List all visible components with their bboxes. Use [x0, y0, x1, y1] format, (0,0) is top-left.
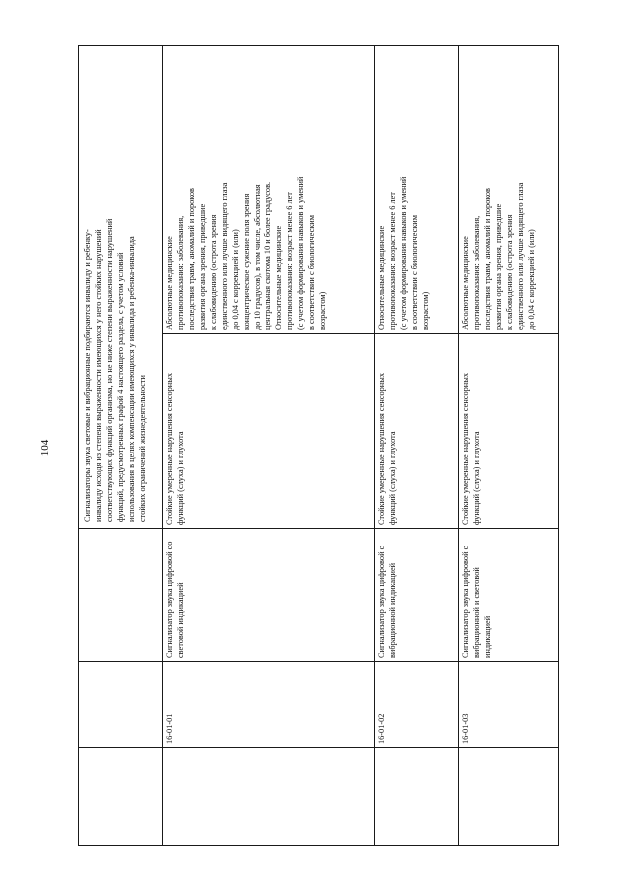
row-code-cell	[375, 662, 459, 748]
contraindication-line: до 0,04 с коррекцией и (или)	[526, 229, 536, 330]
intro-line: использования в целях компенсации имеющихся у инвалида и ребенка-инвалида	[126, 236, 136, 522]
contraindication-line: концентрическое сужение поля зрения	[241, 193, 251, 330]
row-blank-cell	[375, 748, 459, 846]
row-code-cell	[459, 662, 559, 748]
contraindication-line: последствия травм, аномалий и пороков	[186, 188, 196, 330]
device-code: 16-01-01	[165, 713, 174, 744]
table-row	[375, 45, 459, 845]
header-empty-cell-2	[79, 662, 163, 748]
contraindication-line: (с учетом формирования навыков и умений	[398, 176, 408, 330]
contraindication-line: к слабовидению (острота зрения	[504, 214, 514, 330]
contraindication-line: противопоказания: заболевания,	[175, 215, 185, 330]
header-empty-cell-1	[79, 748, 163, 846]
intro-line: стойких ограничений жизнедеятельности	[137, 375, 147, 522]
contraindication-line: в соответствии с биологическим	[409, 214, 419, 330]
contraindication-line: в соответствии с биологическим	[307, 214, 317, 330]
contraindication-line: Относительные медицинские	[274, 225, 284, 330]
disorder-line: функций (слуха) и глухота	[471, 431, 481, 525]
device-name-line: световой индикацией	[175, 582, 185, 658]
row-name-cell	[459, 529, 559, 662]
row-name-cell	[163, 529, 375, 662]
contraindication-line: единственного или лучше видящего глаза	[515, 182, 525, 330]
contraindication-line: возрастом)	[318, 291, 328, 330]
row-blank-cell	[163, 748, 375, 846]
device-code: 16-01-02	[377, 713, 386, 744]
device-name-line: Сигнализатор звука цифровой со	[165, 541, 174, 658]
disorder-line: Стойкие умеренные нарушения сенсорных	[165, 373, 174, 525]
rotated-table-area	[78, 46, 558, 846]
row-contraindication-cell	[163, 45, 375, 333]
row-contraindication-cell	[375, 45, 459, 333]
contraindication-line: до 10 градусов), в том числе, абсолютная	[252, 184, 262, 330]
contraindication-line: к слабовидению (острота зрения	[208, 214, 218, 330]
row-contraindication-cell	[459, 45, 559, 333]
disorder-line: функций (слуха) и глухота	[387, 431, 397, 525]
contraindication-line: противопоказания: возраст менее 6 лет	[285, 192, 295, 330]
page-number: 104	[39, 439, 51, 457]
disorder-line: Стойкие умеренные нарушения сенсорных	[461, 373, 470, 525]
contraindication-line: (с учетом формирования навыков и умений	[296, 176, 306, 330]
disorder-line: функций (слуха) и глухота	[175, 431, 185, 525]
table-row	[459, 45, 559, 845]
row-disorder-cell	[459, 334, 559, 529]
contraindication-line: развития органа зрения, приведшие	[197, 203, 207, 330]
row-disorder-cell	[163, 334, 375, 529]
device-name-line: вибрационной и световой	[471, 567, 481, 658]
row-code-cell	[163, 662, 375, 748]
intro-line: Сигнализаторы звука световые и вибрационные подбираются инвалиду и ребенку-	[83, 229, 92, 522]
contraindication-line: до 0,04 с коррекцией и (или)	[230, 229, 240, 330]
intro-line: функций, предусмотренных графой 4 настоящего раздела, с учетом условий	[115, 252, 125, 522]
disorder-line: Стойкие умеренные нарушения сенсорных	[377, 373, 386, 525]
device-table	[78, 45, 559, 846]
row-disorder-cell	[375, 334, 459, 529]
contraindication-line: единственного или лучше видящего глаза	[219, 182, 229, 330]
device-name-line: Сигнализатор звука цифровой с	[461, 545, 470, 658]
device-name-line: Сигнализатор звука цифровой с	[377, 545, 386, 658]
contraindication-line: Абсолютные медицинские	[165, 236, 174, 330]
table-row	[163, 45, 375, 845]
contraindication-line: противопоказания: заболевания,	[471, 215, 481, 330]
contraindication-line: последствия травм, аномалий и пороков	[482, 188, 492, 330]
intro-line: соответствующих функций организма, но не ниже степени выраженности нарушений	[104, 218, 114, 522]
contraindication-line: противопоказания: возраст менее 6 лет	[387, 192, 397, 330]
contraindication-line: Абсолютные медицинские	[461, 236, 470, 330]
contraindication-line: развития органа зрения, приведшие	[493, 203, 503, 330]
contraindication-line: Относительные медицинские	[377, 225, 386, 330]
device-code: 16-01-03	[461, 713, 470, 744]
contraindication-line: центральная скотома 10 и более градусов.	[263, 181, 273, 330]
row-name-cell	[375, 529, 459, 662]
contraindication-line: возрастом)	[420, 291, 430, 330]
row-blank-cell	[459, 748, 559, 846]
device-name-line: вибрационной индикацией	[387, 562, 397, 658]
header-empty-cell-3	[79, 529, 163, 662]
table-header-row	[79, 45, 163, 845]
intro-note-cell	[79, 45, 163, 528]
intro-line: инвалиду исходя из степени выраженности имеющихся у него стойких нарушений	[93, 229, 103, 522]
device-name-line: индикацией	[482, 615, 492, 658]
